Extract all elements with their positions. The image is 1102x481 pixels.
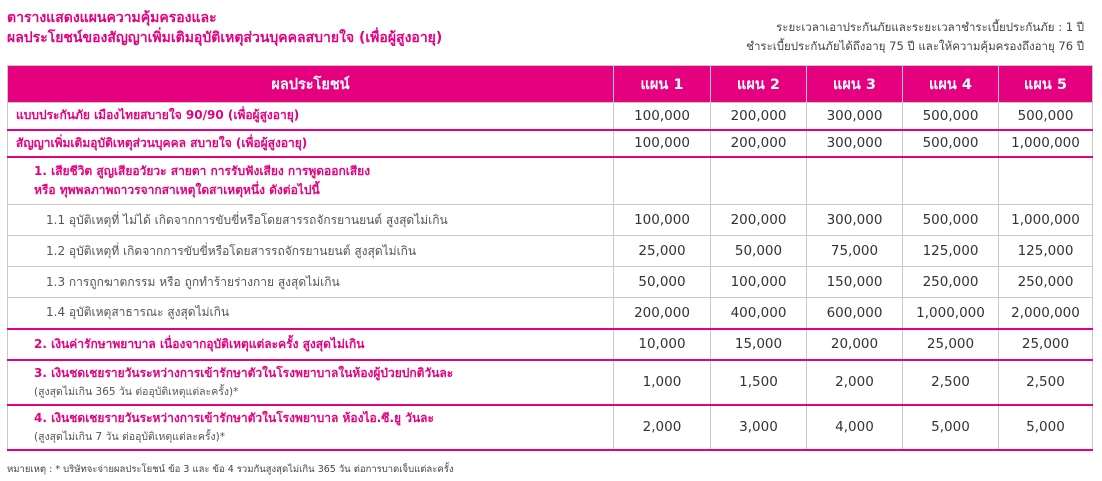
cell-plan-1: 25,000 (614, 236, 711, 267)
cell-plan-3: 2,000 (807, 360, 903, 405)
row-label: 1.2 อุบัติเหตุที่ เกิดจากการขับขี่หรือโดยสารรถจักรยานยนต์ สูงสุดไม่เกิน (8, 236, 614, 267)
title-line-2: ผลประโยชน์ของสัญญาเพิ่มเติมอุบัติเหตุส่วนบุคคลสบายใจ (เพื่อผู้สูงอายุ) (7, 30, 443, 46)
cell-plan-2: 3,000 (711, 405, 807, 450)
icu-daily-note: (สูงสุดไม่เกิน 7 วัน ต่ออุบัติเหตุแต่ละครั้ง)* (34, 431, 225, 443)
cell-plan-3: 75,000 (807, 236, 903, 267)
period-line-2: ชำระเบี้ยประกันภัยได้ถึงอายุ 75 ปี และให้ความคุ้มครองถึงอายุ 76 ปี (746, 39, 1084, 53)
table-row-rider (8, 130, 1093, 157)
row-label: 1.1 อุบัติเหตุที่ ไม่ได้ เกิดจากการขับขี่หรือโดยสารรถจักรยานยนต์ สูงสุดไม่เกิน (8, 205, 614, 236)
cell-empty (903, 157, 999, 205)
cell-plan-4: 500,000 (903, 205, 999, 236)
cell-plan-1: 100,000 (614, 205, 711, 236)
table-row-base-plan (8, 103, 1093, 130)
cell-plan-3: 150,000 (807, 267, 903, 298)
page-title (7, 8, 442, 48)
cell-plan-5: 1,000,000 (999, 130, 1093, 157)
cell-plan-2: 100,000 (711, 267, 807, 298)
hospital-daily-note: (สูงสุดไม่เกิน 365 วัน ต่ออุบัติเหตุแต่ละครั้ง)* (34, 386, 239, 398)
cell-plan-5: 5,000 (999, 405, 1093, 450)
cell-plan-4: 2,500 (903, 360, 999, 405)
table-row (8, 267, 1093, 298)
cell-plan-4: 250,000 (903, 267, 999, 298)
cell-plan-4: 125,000 (903, 236, 999, 267)
header-plan-5: แผน 5 (999, 66, 1093, 103)
cell-plan-3: 20,000 (807, 329, 903, 360)
cell-plan-5: 1,000,000 (999, 205, 1093, 236)
cell-plan-2: 200,000 (711, 103, 807, 130)
cell-plan-1: 100,000 (614, 103, 711, 130)
table-row (8, 205, 1093, 236)
cell-plan-5: 2,500 (999, 360, 1093, 405)
cell-plan-1: 50,000 (614, 267, 711, 298)
cell-plan-1: 1,000 (614, 360, 711, 405)
header-plan-3: แผน 3 (807, 66, 903, 103)
row-label (8, 360, 614, 405)
title-line-1: ตารางแสดงแผนความคุ้มครองและ (7, 10, 217, 26)
cell-plan-1: 200,000 (614, 298, 711, 329)
cell-plan-5: 125,000 (999, 236, 1093, 267)
death-heading-line-2: หรือ ทุพพลภาพถาวรจากสาเหตุใดสาเหตุหนึ่ง ดังต่อไปนี้ (34, 182, 320, 197)
cell-plan-1: 10,000 (614, 329, 711, 360)
cell-plan-4: 500,000 (903, 103, 999, 130)
cell-plan-5: 500,000 (999, 103, 1093, 130)
table-header-row (8, 66, 1093, 103)
cell-plan-2: 15,000 (711, 329, 807, 360)
period-line-1: ระยะเวลาเอาประกันภัยและระยะเวลาชำระเบี้ยประกันภัย : 1 ปี (776, 20, 1084, 34)
table-row-hospital-daily (8, 360, 1093, 405)
row-label: 2. เงินค่ารักษาพยาบาล เนื่องจากอุบัติเหตุแต่ละครั้ง สูงสุดไม่เกิน (8, 329, 614, 360)
row-label (8, 405, 614, 450)
cell-plan-2: 1,500 (711, 360, 807, 405)
header-plan-1: แผน 1 (614, 66, 711, 103)
table-row-medical (8, 329, 1093, 360)
cell-plan-3: 4,000 (807, 405, 903, 450)
cell-empty (614, 157, 711, 205)
cell-empty (711, 157, 807, 205)
row-label: 1.4 อุบัติเหตุสาธารณะ สูงสุดไม่เกิน (8, 298, 614, 329)
cell-plan-2: 200,000 (711, 205, 807, 236)
table-row (8, 298, 1093, 329)
cell-empty (807, 157, 903, 205)
table-row-death-heading (8, 157, 1093, 205)
row-label: แบบประกันภัย เมืองไทยสบายใจ 90/90 (เพื่อผู้สูงอายุ) (8, 103, 614, 130)
footnote: หมายเหตุ : * บริษัทจะจ่ายผลประโยชน์ ข้อ 3 และ ข้อ 4 รวมกันสูงสุดไม่เกิน 365 วัน ต่อการบาดเจ็บแต่ละครั้ง (7, 464, 454, 475)
benefit-table (7, 65, 1093, 451)
cell-plan-3: 300,000 (807, 103, 903, 130)
cell-plan-4: 25,000 (903, 329, 999, 360)
cell-plan-4: 1,000,000 (903, 298, 999, 329)
cell-plan-5: 25,000 (999, 329, 1093, 360)
cell-plan-4: 500,000 (903, 130, 999, 157)
cell-plan-2: 200,000 (711, 130, 807, 157)
cell-plan-5: 2,000,000 (999, 298, 1093, 329)
cell-plan-5: 250,000 (999, 267, 1093, 298)
table-row (8, 236, 1093, 267)
coverage-period (746, 18, 1084, 56)
cell-plan-4: 5,000 (903, 405, 999, 450)
cell-plan-1: 100,000 (614, 130, 711, 157)
header-benefit: ผลประโยชน์ (8, 66, 614, 103)
header-plan-4: แผน 4 (903, 66, 999, 103)
cell-plan-3: 600,000 (807, 298, 903, 329)
header-plan-2: แผน 2 (711, 66, 807, 103)
cell-plan-3: 300,000 (807, 205, 903, 236)
table-row-icu-daily (8, 405, 1093, 450)
icu-daily-label: 4. เงินชดเชยรายวันระหว่างการเข้ารักษาตัวในโรงพยาบาล ห้องไอ.ซี.ยู วันละ (34, 411, 434, 425)
death-heading-line-1: 1. เสียชีวิต สูญเสียอวัยวะ สายตา การรับฟังเสียง การพูดออกเสียง (34, 163, 371, 178)
cell-plan-1: 2,000 (614, 405, 711, 450)
row-label: สัญญาเพิ่มเติมอุบัติเหตุส่วนบุคคล สบายใจ (เพื่อผู้สูงอายุ) (8, 130, 614, 157)
hospital-daily-label: 3. เงินชดเชยรายวันระหว่างการเข้ารักษาตัวในโรงพยาบาลในห้องผู้ป่วยปกติวันละ (34, 366, 454, 380)
cell-plan-3: 300,000 (807, 130, 903, 157)
cell-empty (999, 157, 1093, 205)
cell-plan-2: 50,000 (711, 236, 807, 267)
row-label: 1.3 การถูกฆาตกรรม หรือ ถูกทำร้ายร่างกาย สูงสุดไม่เกิน (8, 267, 614, 298)
cell-plan-2: 400,000 (711, 298, 807, 329)
row-label (8, 157, 614, 205)
